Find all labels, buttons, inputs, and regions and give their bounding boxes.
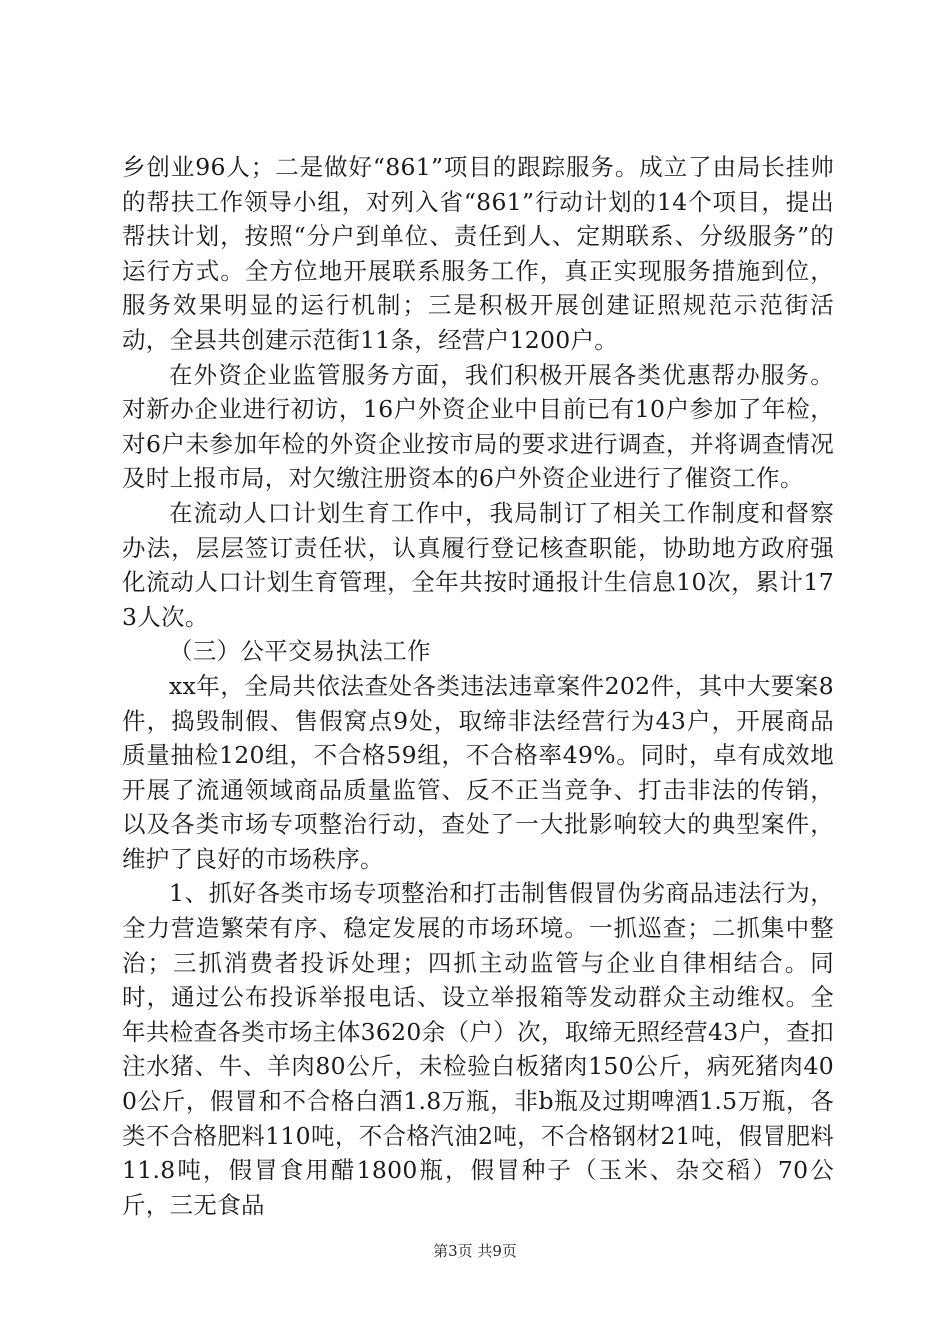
- paragraph-continued: 乡创业96人；二是做好“861”项目的跟踪服务。成立了由局长挂帅的帮扶工作领导小组，对列入省“861”行动计划的14个项目，提出帮扶计划，按照“分户到单位、责任到人、定期联系、分级服务”的运行方式。全方位地开展联系服务工作，真正实现服务措施到位，服务效果明显的运行机制；三是积极开展创建证照规范示范街活动，全县共创建示范街11条，经营户1200户。: [122, 153, 834, 354]
- paragraph-enforcement-summary: xx年，全局共依法查处各类违法违章案件202件，其中大要案8件，捣毁制假、售假窝点9处，取缔非法经营行为43户，开展商品质量抽检120组，不合格59组，不合格率49%。同时，卓有成效地开展了流通领域商品质量监管、反不正当竞争、打击非法的传销，以及各类市场专项整治行动，查处了一大批影响较大的典型案件，维护了良好的市场秩序。: [122, 671, 834, 873]
- paragraph-floating-population-family-planning: 在流动人口计划生育工作中，我局制订了相关工作制度和督察办法，层层签订责任状，认真履行登记核查职能，协助地方政府强化流动人口计划生育管理，全年共按时通报计生信息10次，累计173人次。: [122, 498, 834, 631]
- document-body: [122, 150, 834, 1222]
- page-number-footer: 第3页 共9页: [433, 1242, 517, 1260]
- section-heading-fair-trade: （三）公平交易执法工作: [169, 637, 431, 666]
- paragraph-foreign-enterprise-service: 在外资企业监管服务方面，我们积极开展各类优惠帮办服务。对新办企业进行初访，16户外资企业中目前已有10户参加了年检，对6户未参加年检的外资企业按市局的要求进行调查，并将调查情况及时上报市局，对欠缴注册资本的6户外资企业进行了催资工作。: [122, 360, 834, 493]
- paragraph-market-rectification: 1、抓好各类市场专项整治和打击制售假冒伪劣商品违法行为，全力营造繁荣有序、稳定发展的市场环境。一抓巡查；二抓集中整治；三抓消费者投诉处理；四抓主动监管与企业自律相结合。同时，通过公布投诉举报电话、设立举报箱等发动群众主动维权。全年共检查各类市场主体3620余（户）次，取缔无照经营43户，查扣注水猪、牛、羊肉80公斤，未检验白板猪肉150公斤，病死猪肉400公斤，假冒和不合格白酒1.8万瓶，非b瓶及过期啤酒1.5万瓶，各类不合格肥料110吨，不合格汽油2吨，不合格钢材21吨，假冒肥料11.8吨，假冒食用醋1800瓶，假冒种子（玉米、杂交稻）70公斤，三无食品: [122, 879, 834, 1219]
